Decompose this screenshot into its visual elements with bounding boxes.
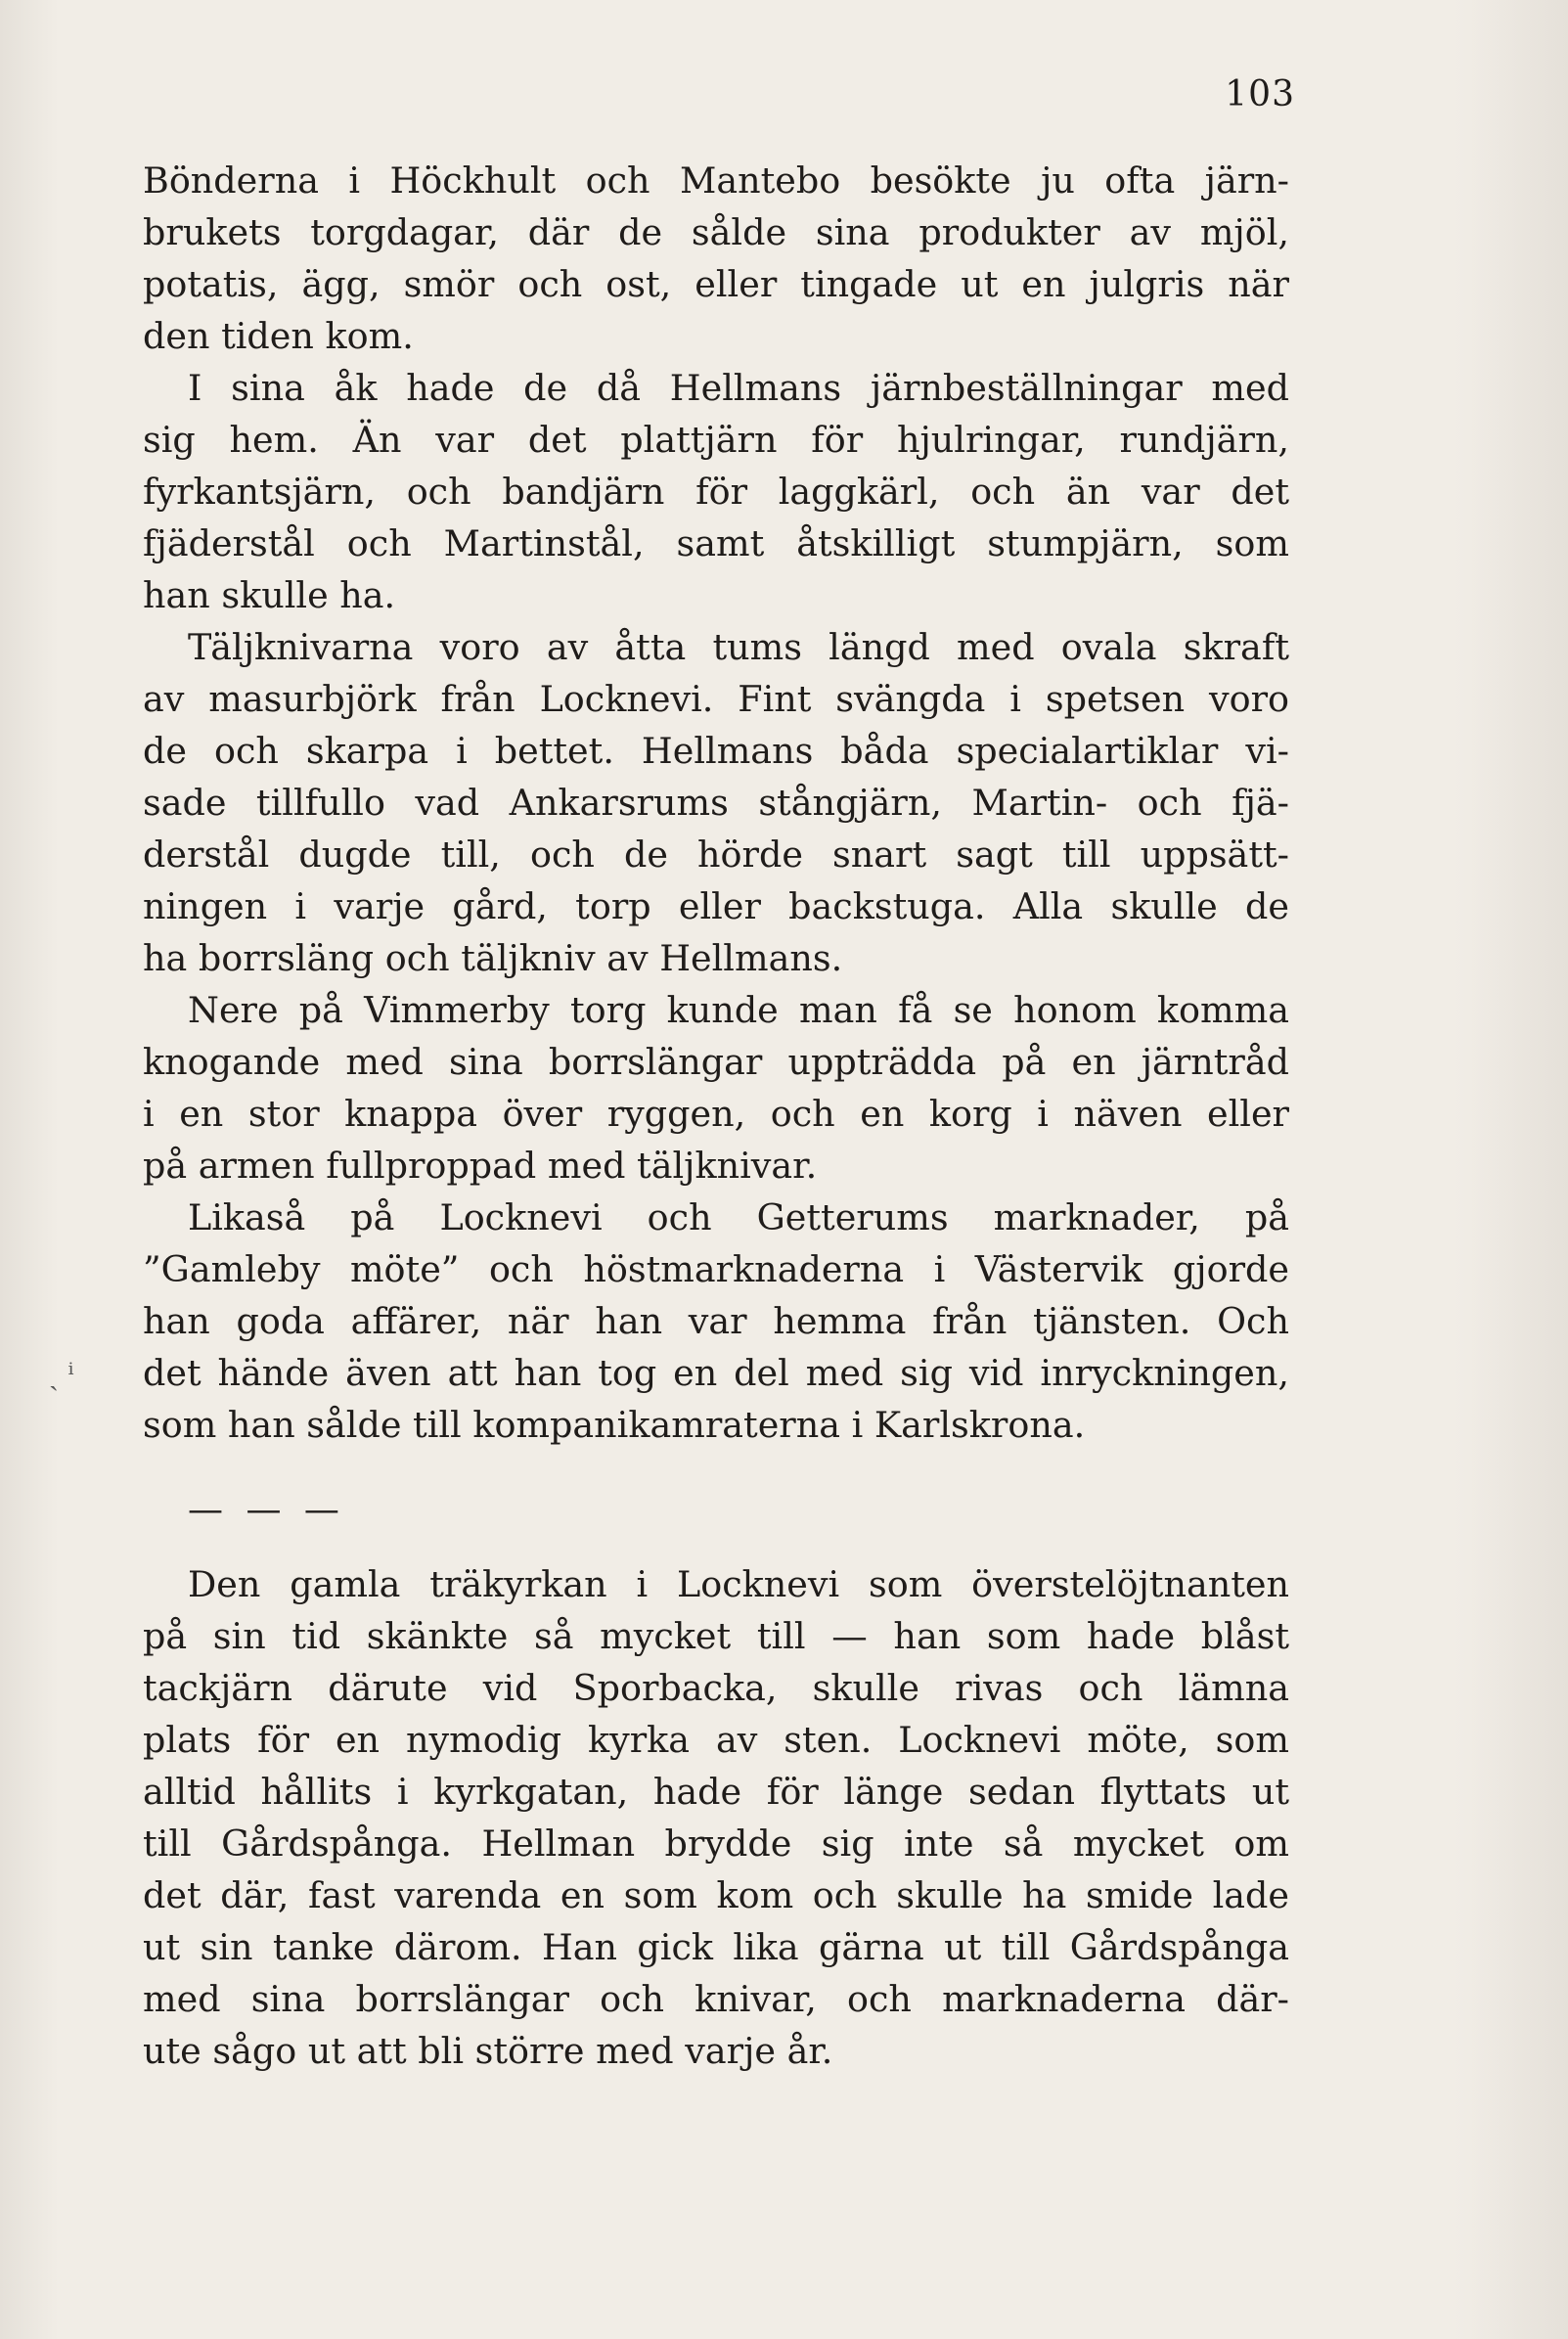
text-line: av masurbjörk från Locknevi. Fint svängda i spetsen voro [143, 678, 1289, 720]
text-line: det där, fast varenda en som kom och skulle ha smide lade [143, 1874, 1289, 1916]
page-number: 103 [1225, 74, 1295, 114]
text-line: han goda affärer, när han var hemma från tjänsten. Och [143, 1300, 1289, 1342]
text-line: i en stor knappa över ryggen, och en korg i näven eller [143, 1093, 1289, 1135]
text-line: som han sålde till kompanikamraterna i Karlskrona. [143, 1404, 1086, 1446]
text-line: Bönderna i Höckhult och Mantebo besökte ju ofta järn- [143, 159, 1289, 202]
paragraph [143, 362, 1289, 621]
text-line: I sina åk hade de då Hellmans järnbeställningar med [188, 367, 1289, 409]
text-line: den tiden kom. [143, 315, 414, 357]
body-text [143, 155, 1289, 2077]
text-line: Nere på Vimmerby torg kunde man få se honom komma [188, 989, 1289, 1031]
margin-pencil-mark: ˏ ⁱ [49, 1358, 74, 1392]
text-line: ”Gamleby möte” och höstmarknaderna i Västervik gjorde [143, 1248, 1289, 1290]
text-line: med sina borrslängar och knivar, och marknaderna där- [143, 1978, 1289, 2020]
text-line: ute sågo ut att bli större med varje år. [143, 2030, 833, 2072]
text-line: fyrkantsjärn, och bandjärn för laggkärl, och än var det [143, 471, 1289, 513]
paragraph [143, 621, 1289, 984]
text-line: sade tillfullo vad Ankarsrums stångjärn, Martin- och fjä- [143, 782, 1289, 824]
text-line: det hände även att han tog en del med sig vid inryckningen, [143, 1352, 1289, 1394]
text-line: tackjärn därute vid Sporbacka, skulle rivas och lämna [143, 1667, 1289, 1709]
text-line: knogande med sina borrslängar uppträdda på en järntråd [143, 1041, 1289, 1083]
section-break [143, 1451, 1289, 1558]
text-line: Den gamla träkyrkan i Locknevi som överstelöjtnanten [188, 1563, 1289, 1605]
text-line: derstål dugde till, och de hörde snart sagt till uppsätt- [143, 833, 1289, 876]
text-line: till Gårdspånga. Hellman brydde sig inte så mycket om [143, 1822, 1289, 1865]
section-divider: — — — [188, 1490, 345, 1530]
page-edge-shading [1451, 0, 1568, 2339]
text-line: han skulle ha. [143, 574, 396, 616]
text-line: alltid hållits i kyrkgatan, hade för länge sedan flyttats ut [143, 1771, 1289, 1813]
text-line: brukets torgdagar, där de sålde sina produkter av mjöl, [143, 211, 1289, 253]
text-line: sig hem. Än var det plattjärn för hjulringar, rundjärn, [143, 419, 1289, 461]
text-line: plats för en nymodig kyrka av sten. Locknevi möte, som [143, 1719, 1289, 1761]
text-line: potatis, ägg, smör och ost, eller tingade ut en julgris när [143, 263, 1289, 305]
paragraph [143, 1558, 1289, 2077]
paragraph [143, 984, 1289, 1192]
text-line: fjäderstål och Martinstål, samt åtskilligt stumpjärn, som [143, 522, 1289, 564]
text-line: de och skarpa i bettet. Hellmans båda specialartiklar vi- [143, 730, 1289, 772]
paragraph [143, 155, 1289, 362]
text-line: på sin tid skänkte så mycket till — han som hade blåst [143, 1615, 1289, 1657]
text-line: ningen i varje gård, torp eller backstuga. Alla skulle de [143, 885, 1289, 927]
paragraph [143, 1192, 1289, 1451]
text-line: på armen fullproppad med täljknivar. [143, 1145, 818, 1187]
text-line: Likaså på Locknevi och Getterums marknader, på [188, 1196, 1289, 1238]
text-line: ha borrsläng och täljkniv av Hellmans. [143, 937, 843, 979]
text-line: Täljknivarna voro av åtta tums längd med ovala skraft [188, 626, 1289, 668]
text-line: ut sin tanke därom. Han gick lika gärna ut till Gårdspånga [143, 1926, 1289, 1968]
